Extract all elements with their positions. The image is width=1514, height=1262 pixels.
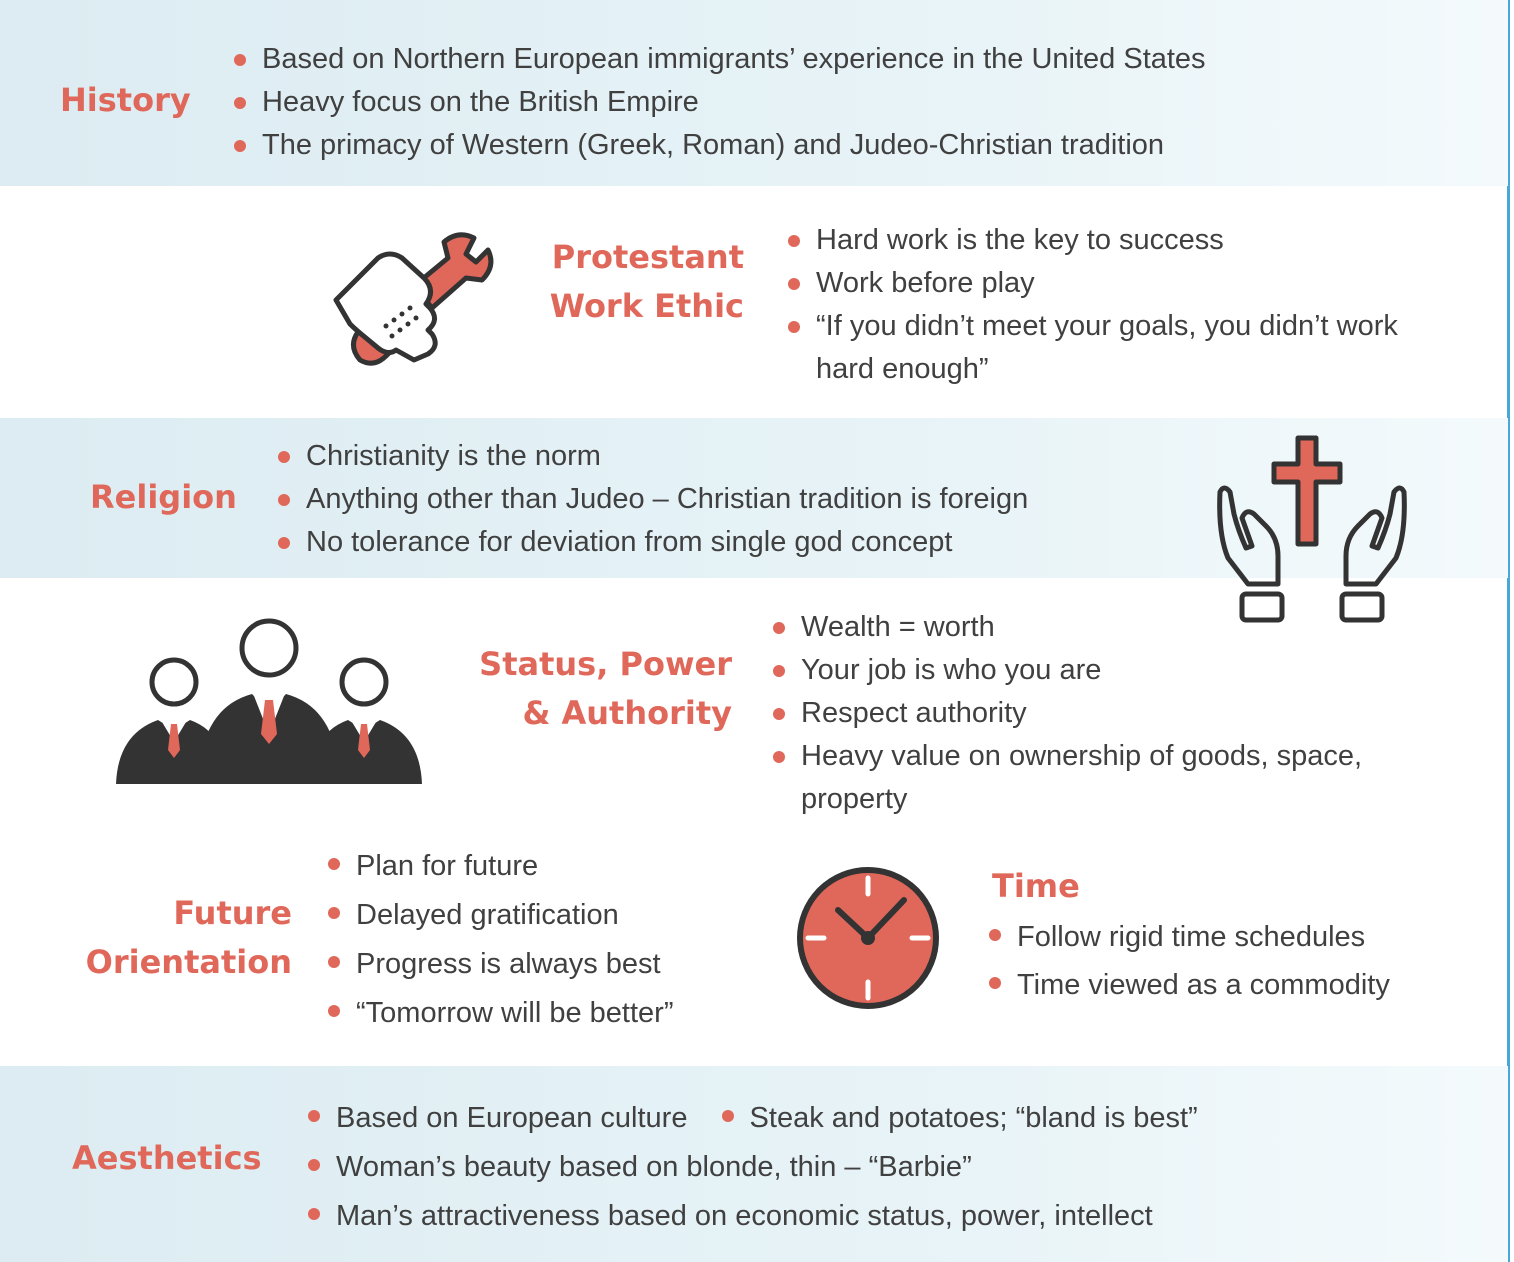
handshake-wrench-icon: [326, 228, 496, 378]
work-ethic-heading: [500, 233, 744, 331]
history-item: Based on Northern European immigrants’ experience in the United States: [232, 38, 1206, 81]
future-item: Progress is always best: [326, 940, 673, 989]
aesthetics-item: Woman’s beauty based on blonde, thin – “Barbie”: [306, 1143, 1198, 1192]
status-item: Heavy value on ownership of goods, space, property: [771, 735, 1371, 821]
religion-item: No tolerance for deviation from single god concept: [276, 521, 1028, 564]
religion-item: Christianity is the norm: [276, 435, 1028, 478]
time-heading: Time: [992, 867, 1080, 905]
status-item: Your job is who you are: [771, 649, 1371, 692]
status-heading-line1: Status, Power: [479, 645, 732, 683]
status-item: Respect authority: [771, 692, 1371, 735]
time-item: Time viewed as a commodity: [987, 961, 1390, 1009]
history-heading: History: [60, 81, 191, 119]
history-item: The primacy of Western (Greek, Roman) and Judeo-Christian tradition: [232, 124, 1206, 167]
aesthetics-heading: Aesthetics: [72, 1139, 262, 1177]
future-item: “Tomorrow will be better”: [326, 989, 673, 1038]
aesthetics-item-text: Steak and potatoes; “bland is best”: [749, 1102, 1198, 1134]
history-list: [232, 38, 1206, 167]
aesthetics-item-text: Based on European culture: [336, 1102, 688, 1134]
business-people-icon: [114, 616, 424, 793]
aesthetics-inline-item: [720, 1094, 1198, 1143]
work-ethic-item: “If you didn’t meet your goals, you didn’t work hard enough”: [786, 305, 1426, 391]
bullet-dot: [722, 1110, 734, 1122]
future-item: Delayed gratification: [326, 891, 673, 940]
aesthetics-list: [306, 1094, 1198, 1241]
future-list: [326, 842, 673, 1038]
status-heading-line2: & Authority: [522, 694, 732, 732]
work-ethic-list: [786, 219, 1426, 391]
future-item: Plan for future: [326, 842, 673, 891]
work-ethic-item: Hard work is the key to success: [786, 219, 1426, 262]
aesthetics-item: Man’s attractiveness based on economic status, power, intellect: [306, 1192, 1198, 1241]
aesthetics-item: [306, 1094, 1198, 1143]
future-heading-line2: Orientation: [85, 943, 292, 981]
clock-icon: [794, 864, 942, 1017]
history-item: Heavy focus on the British Empire: [232, 81, 1206, 124]
work-ethic-heading-line2: Work Ethic: [549, 287, 744, 325]
time-item: Follow rigid time schedules: [987, 913, 1390, 961]
religion-item: Anything other than Judeo – Christian tradition is foreign: [276, 478, 1028, 521]
future-heading-line1: Future: [173, 894, 292, 932]
praying-hands-cross-icon: [1212, 434, 1412, 634]
time-list: [987, 913, 1390, 1009]
work-ethic-item: Work before play: [786, 262, 1426, 305]
status-heading: [440, 640, 732, 738]
status-list: [771, 606, 1371, 821]
religion-heading: Religion: [90, 478, 237, 516]
work-ethic-heading-line1: Protestant: [551, 238, 744, 276]
future-heading: [50, 889, 292, 987]
religion-list: [276, 435, 1028, 564]
status-item: Wealth = worth: [771, 606, 1371, 649]
